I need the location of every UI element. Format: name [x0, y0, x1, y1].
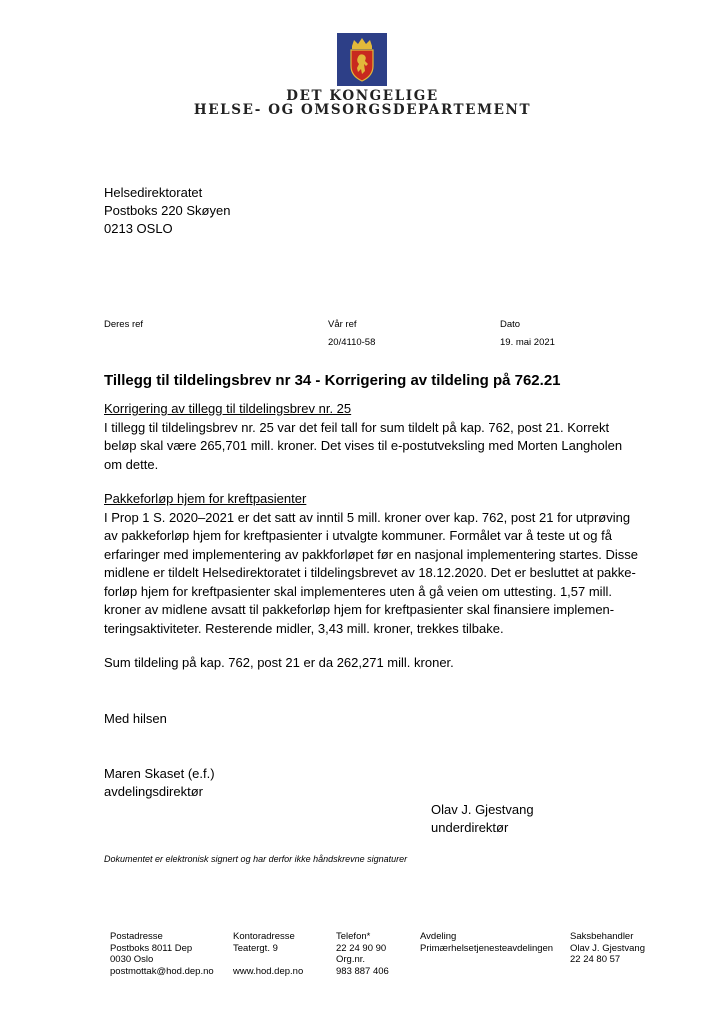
footer-label: Saksbehandler	[570, 931, 634, 942]
date-value: 19. mai 2021	[500, 337, 555, 348]
date-label: Dato	[500, 319, 521, 330]
sum-statement: Sum tildeling på kap. 762, post 21 er da 262,271 mill. kroner.	[104, 655, 454, 670]
paragraph-line: I tillegg til tildelingsbrev nr. 25 var det feil tall for sum tildelt på kap. 762, post 21. Korrekt	[104, 419, 610, 435]
footer-value: Teatergt. 9	[233, 942, 278, 954]
paragraph-line: midlene er tildelt Helsedirektoratet i tildelingsbrevet av 18.12.2020. Det er besluttet at pakke-	[104, 565, 636, 580]
footer-label: Avdeling	[420, 931, 457, 942]
footer-label: Postadresse	[110, 931, 163, 942]
footer-value: 22 24 80 57	[570, 954, 621, 965]
footer-avdeling	[420, 931, 553, 954]
footer-label: Kontoradresse	[233, 931, 295, 942]
signer-1-name: Maren Skaset (e.f.)	[104, 766, 215, 781]
footer-value: Olav J. Gjestvang	[570, 942, 645, 954]
paragraph-line: teringsaktiviteter. Resterende midler, 3,43 mill. kroner, trekkes tilbake.	[104, 620, 504, 636]
var-ref-label: Vår ref	[328, 319, 357, 330]
paragraph-line: av pakkeforløp hjem for kreftpasienter i utvalgte kommuner. Formålet var å teste ut og få	[104, 528, 612, 543]
paragraph-line: erfaringer med implementering av pakkforløpet før en nasjonal implementering startes. Disse	[104, 546, 638, 562]
deres-ref-label: Deres ref	[104, 319, 144, 330]
footer-label: Telefon*	[336, 931, 371, 942]
footer-saksbehandler	[570, 931, 645, 966]
signer-2-title: underdirektør	[431, 820, 509, 835]
recipient-name: Helsedirektoratet	[104, 185, 203, 200]
signer-1	[104, 765, 215, 801]
recipient-street: Postboks 220 Skøyen	[104, 203, 231, 218]
paragraph-line: forløp hjem for kreftpasienter skal implementeres uten å gå veien om uttesting. 1,57 mill.	[104, 583, 612, 599]
footer-email[interactable]: postmottak@hod.dep.no	[110, 965, 214, 977]
signer-2-name: Olav J. Gjestvang	[431, 802, 534, 817]
paragraph-line: I Prop 1 S. 2020–2021 er det satt av inntil 5 mill. kroner over kap. 762, post 21 for utprøving	[104, 509, 631, 525]
footer-value: 983 887 406	[336, 965, 389, 977]
electronic-signature-note: Dokumentet er elektronisk signert og har derfor ikke håndskrevne signaturer	[104, 854, 408, 864]
footer-spacer	[233, 954, 303, 966]
signer-1-title: avdelingsdirektør	[104, 784, 203, 799]
var-ref-value: 20/4110-58	[328, 337, 376, 348]
paragraph-line: beløp skal være 265,701 mill. kroner. Det vises til e-postutveksling med Morten Langholen	[104, 438, 623, 453]
section-correction-heading: Korrigering av tillegg til tildelingsbrev nr. 25	[104, 401, 352, 416]
footer-website[interactable]: www.hod.dep.no	[233, 965, 304, 977]
footer-value: 22 24 90 90	[336, 942, 387, 954]
footer-value: Primærhelsetjenesteavdelingen	[420, 942, 554, 954]
recipient-city: 0213 OSLO	[104, 221, 173, 236]
footer-label: Org.nr.	[336, 954, 366, 965]
footer-value: Postboks 8011 Dep	[110, 942, 193, 954]
footer-value: 0030 Oslo	[110, 954, 154, 965]
footer-telefon	[336, 931, 389, 977]
recipient-address	[104, 184, 230, 238]
closing-greeting: Med hilsen	[104, 711, 167, 726]
paragraph-line: om dette.	[104, 456, 159, 472]
section-cancer-pathway-heading: Pakkeforløp hjem for kreftpasienter	[104, 491, 307, 506]
section-cancer-pathway	[104, 490, 664, 638]
coat-of-arms-logo	[337, 33, 387, 86]
letter-subject: Tillegg til tildelingsbrev nr 34 - Korrigering av tildeling på 762.21	[104, 372, 561, 389]
footer-postadresse	[110, 931, 214, 977]
department-name-line1: DET KONGELIGE	[286, 88, 439, 104]
section-correction	[104, 400, 664, 474]
footer-kontoradresse	[233, 931, 303, 977]
department-name-line2: HELSE- OG OMSORGSDEPARTEMENT	[193, 102, 532, 118]
paragraph-line: kroner av midlene avsatt til pakkeforløp hjem for kreftpasienter skal finansiere implemen-	[104, 602, 615, 617]
signer-2	[431, 801, 534, 837]
